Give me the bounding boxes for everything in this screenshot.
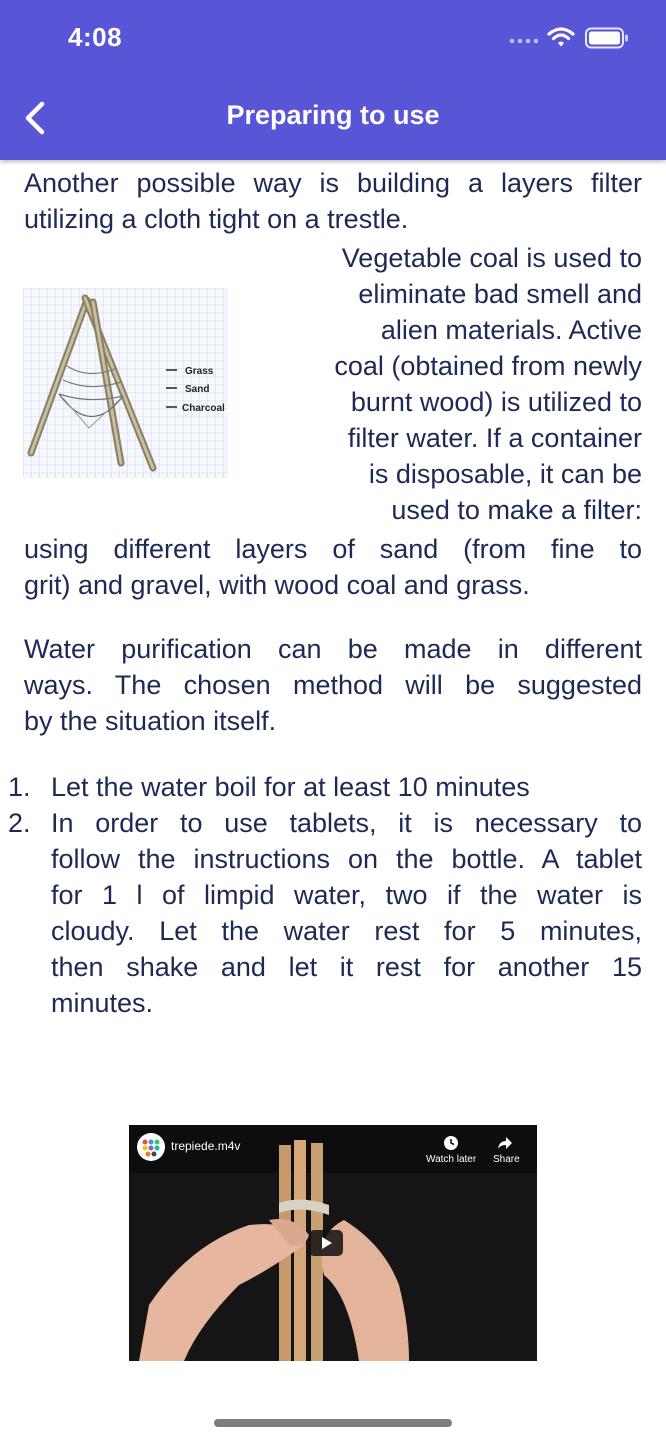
step-text-line: cloudy. Let the water rest for 5 minutes, [51, 916, 642, 946]
clock-icon[interactable] [443, 1135, 459, 1151]
signal-dots-icon [509, 37, 539, 45]
navigation-header [0, 0, 666, 160]
method-text-line: by the situation itself. [24, 706, 277, 736]
filter-text-line: grit) and gravel, with wood coal and grass. [24, 570, 530, 600]
list-item [0, 769, 642, 805]
home-indicator[interactable] [214, 1419, 452, 1427]
side-text-line: Vegetable coal is used to [341, 243, 642, 273]
side-text-line: used to make a filter: [391, 495, 642, 525]
steps-list [0, 769, 642, 1021]
side-text-line: is disposable, it can be [368, 459, 642, 489]
step-text-line: for 1 l of limpid water, two if the water is [51, 880, 642, 910]
step-text-line: minutes. [51, 988, 154, 1018]
method-text-line: ways. The chosen method will be suggested [24, 670, 642, 700]
page-title: Preparing to use [226, 100, 440, 130]
share-arrow-icon[interactable] [497, 1135, 513, 1151]
side-text-line: alien materials. Active [380, 315, 642, 345]
step-number: 1. [8, 772, 31, 802]
step-text-line: then shake and let it rest for another 15 [51, 952, 642, 982]
video-player[interactable] [129, 1125, 537, 1361]
step-number: 2. [8, 808, 31, 838]
watch-later-button[interactable]: Watch later [426, 1154, 477, 1165]
filter-trestle-diagram [23, 288, 228, 478]
intro-text-line: utilizing a cloth tight on a trestle. [24, 204, 409, 234]
status-time: 4:08 [68, 22, 123, 52]
video-title: trepiede.m4v [171, 1139, 241, 1153]
side-text-line: coal (obtained from newly [334, 351, 642, 381]
play-icon[interactable] [309, 1230, 343, 1256]
side-text-line: eliminate bad smell and [358, 279, 642, 309]
battery-icon [585, 27, 629, 49]
sand-label: Sand [185, 384, 210, 395]
step-text-line: Let the water boil for at least 10 minutes [51, 772, 530, 802]
step-text-line: In order to use tablets, it is necessary to [51, 808, 642, 838]
wifi-icon [547, 26, 575, 48]
channel-logo-icon [136, 1132, 166, 1162]
grass-label: Grass [185, 366, 214, 377]
filter-text-line: using different layers of sand (from fine to [24, 534, 642, 564]
charcoal-label: Charcoal [182, 403, 225, 414]
method-text-line: Water purification can be made in different [24, 634, 642, 664]
share-button[interactable]: Share [493, 1154, 520, 1165]
side-text-line: burnt wood) is utilized to [350, 387, 642, 417]
side-text-line: filter water. If a container [347, 423, 642, 453]
list-item [0, 805, 642, 1021]
intro-text-line: Another possible way is building a layers filter [24, 168, 642, 198]
step-text-line: follow the instructions on the bottle. A tablet [51, 844, 642, 874]
